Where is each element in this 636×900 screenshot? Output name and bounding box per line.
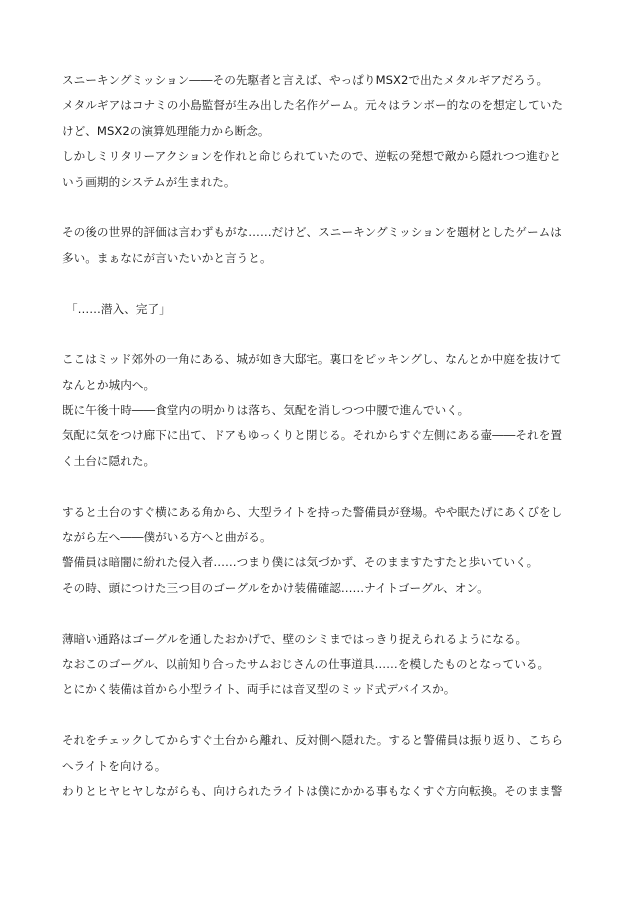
text-line: 気配に気をつけ廊下に出て、ドアもゆっくりと閉じる。それからすぐ左側にある壷――それを置 [62, 428, 562, 443]
text-line: なおこのゴーグル、以前知り合ったサムおじさんの仕事道具……を模したものとなっている。 [62, 656, 550, 671]
text-line: その後の世界的評価は言わずもがな……だけど、スニーキングミッションを題材としたゲームは [62, 225, 562, 240]
text-line: しかしミリタリーアクションを作れと命じられていたので、逆転の発想で敵から隠れつつ進むと [62, 149, 562, 164]
paragraph-break [62, 195, 582, 220]
paragraph-break [62, 703, 582, 728]
paragraph-break [62, 322, 582, 347]
text-line: とにかく装備は首から小型ライト、両手には音叉型のミッド式デバイスか。 [62, 682, 456, 697]
text-line: ながら左へ――僕がいる方へと曲がる。 [62, 530, 272, 545]
text-line: その時、頭につけた三つ目のゴーグルをかけ装備確認……ナイトゴーグル、オン。 [62, 580, 489, 595]
text-line: へライトを向ける。 [62, 758, 167, 773]
dialogue-line: 「……潜入、完了」 [66, 301, 171, 316]
paragraph-break [62, 474, 582, 499]
text-line: けど、MSX2の演算処理能力から断念。 [62, 123, 270, 138]
text-line: く土台に隠れた。 [62, 453, 156, 468]
paragraph-break [62, 601, 582, 626]
text-line: 既に午後十時――食堂内の明かりは落ち、気配を消しつつ中腰で進んでいく。 [62, 403, 470, 418]
text-line: スニーキングミッション――その先駆者と言えば、やっぱりMSX2で出たメタルギアだろう。 [62, 73, 549, 87]
text-line: わりとヒヤヒヤしながらも、向けられたライトは僕にかかる事もなくすぐ方向転換。そのまま警 [62, 783, 563, 798]
paragraph-break [62, 271, 582, 296]
text-line: すると土台のすぐ横にある角から、大型ライトを持った警備員が登場。やや眠たげにあくびをし [62, 504, 563, 519]
text-line: なんとか城内へ。 [62, 377, 156, 392]
text-line: 多い。まぁなにが言いたいかと言うと。 [62, 250, 272, 265]
text-line: それをチェックしてからすぐ土台から離れ、反対側へ隠れた。すると警備員は振り返り、こちら [62, 733, 564, 748]
text-line: 警備員は暗闇に紛れた侵入者……つまり僕には気づかず、そのまますたすたと歩いていく。 [62, 555, 539, 570]
document-body [62, 68, 582, 804]
text-line: いう画期的システムが生まれた。 [62, 174, 236, 189]
text-line: ここはミッド郊外の一角にある、城が如き大邸宅。裏口をピッキングし、なんとか中庭を抜けて [62, 352, 562, 367]
text-line: 薄暗い通路はゴーグルを通したおかげで、壁のシミまではっきり捉えられるようになる。 [62, 631, 528, 646]
text-line: メタルギアはコナミの小島監督が生み出した名作ゲーム。元々はランボー的なのを想定していた [62, 98, 564, 113]
